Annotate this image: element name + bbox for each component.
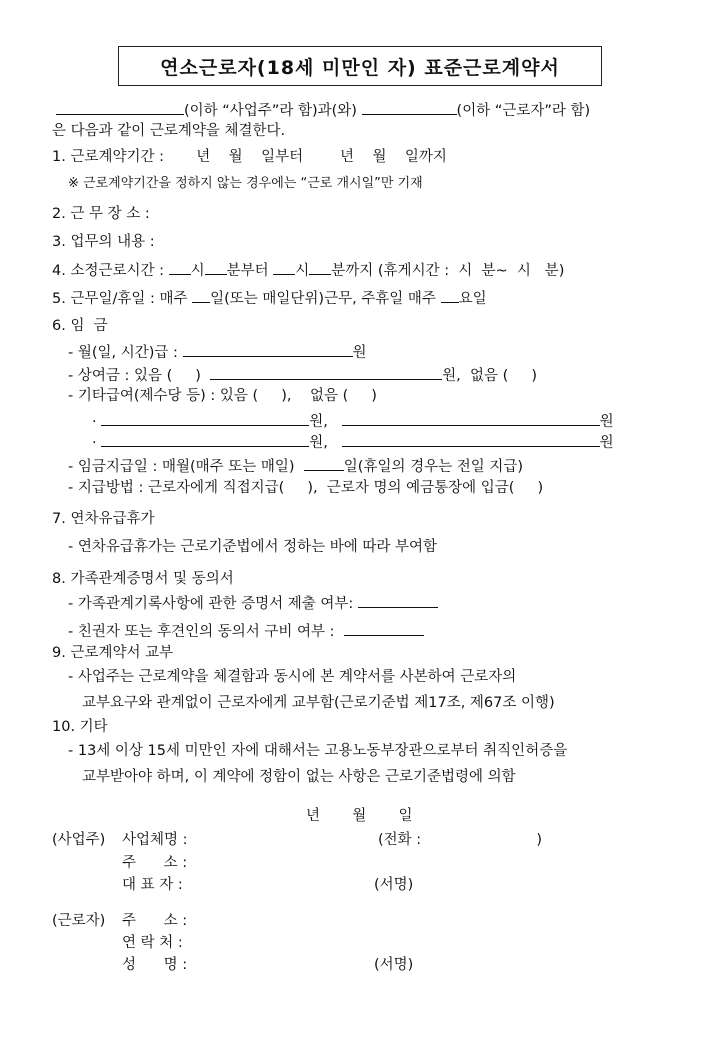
end-hour-blank[interactable] xyxy=(273,259,295,275)
item-annual-leave: 7. 연차유급휴가 xyxy=(52,511,155,527)
worker-signature[interactable]: (서명) xyxy=(374,957,414,973)
item-workdays: 5. 근무일/휴일 : 매주 일(또는 매일단위)근무, 주휴일 매주 요일 xyxy=(52,287,487,309)
end-minute-blank[interactable] xyxy=(309,259,331,275)
others-body-1: - 13세 이상 15세 미만인 자에 대해서는 고용노동부장관으로부터 취직인허증을 xyxy=(68,743,568,759)
bonus-line: - 상여금 : 있음 ( ) 원, 없음 ( ) xyxy=(68,364,537,386)
consent-blank[interactable] xyxy=(344,620,424,636)
start-minute-blank[interactable] xyxy=(205,259,227,275)
employer-name-blank[interactable] xyxy=(56,99,184,115)
contract-period-note: ※ 근로계약기간을 정하지 않는 경우에는 “근로 개시일”만 기재 xyxy=(68,176,423,191)
other-pay-blank[interactable] xyxy=(101,431,309,447)
payday-line: - 임금지급일 : 매월(매주 또는 매일) 일(휴일의 경우는 전일 지급) xyxy=(68,455,523,477)
monthly-wage-blank[interactable] xyxy=(183,341,353,357)
phone-label: (전화 : ) xyxy=(378,832,543,848)
worker-address-label: 주 소 : xyxy=(122,913,188,929)
item-wages: 6. 임 금 xyxy=(52,318,108,334)
payday-blank[interactable] xyxy=(304,455,344,471)
item-contract-period: 1. 근로계약기간 : 년 월 일부터 년 월 일까지 xyxy=(52,149,447,165)
family-certificate-line: - 가족관계기록사항에 관한 증명서 제출 여부: xyxy=(68,592,438,614)
worker-name-blank[interactable] xyxy=(362,99,457,115)
contract-delivery-body-2: 교부요구와 관계없이 근로자에게 교부함(근로기준법 제17조, 제67조 이행) xyxy=(82,695,555,711)
worker-label: (근로자) xyxy=(52,913,106,929)
workdays-blank[interactable] xyxy=(192,287,210,303)
payment-method-line: - 지급방법 : 근로자에게 직접지급( ), 근로자 명의 예금통장에 입금( ) xyxy=(68,480,544,496)
document-title: 연소근로자(18세 미만인 자) 표준근로계약서 xyxy=(118,46,602,86)
item-job-description: 3. 업무의 내용 : xyxy=(52,234,155,250)
contract-delivery-body-1: - 사업주는 근로계약을 체결함과 동시에 본 계약서를 사본하여 근로자의 xyxy=(68,669,517,685)
annual-leave-body: - 연차유급휴가는 근로기준법에서 정하는 바에 따라 부여함 xyxy=(68,539,438,555)
item-working-hours: 4. 소정근로시간 : 시 분부터 시 분까지 (휴게시간 : 시 분~ 시 분) xyxy=(52,259,564,281)
employer-label: (사업주) xyxy=(52,832,106,848)
others-body-2: 교부받아야 하며, 이 계약에 정함이 없는 사항은 근로기준법령에 의함 xyxy=(82,769,516,785)
representative-label: 대 표 자 : xyxy=(122,877,183,893)
other-pay-row-1: · 원, 원 xyxy=(92,410,614,432)
item-others: 10. 기타 xyxy=(52,719,108,735)
item-contract-delivery: 9. 근로계약서 교부 xyxy=(52,645,174,661)
worker-contact-label: 연 락 처 : xyxy=(122,935,183,951)
consent-line: - 친권자 또는 후견인의 동의서 구비 여부 : xyxy=(68,620,424,642)
signature-date: 년 월 일 xyxy=(306,808,413,824)
monthly-wage-line: - 월(일, 시간)급 : 원 xyxy=(68,341,367,363)
business-name-label: 사업체명 : xyxy=(122,832,188,848)
other-pay-line: - 기타급여(제수당 등) : 있음 ( ), 없음 ( ) xyxy=(68,388,377,404)
employer-signature[interactable]: (서명) xyxy=(374,877,414,893)
item-workplace: 2. 근 무 장 소 : xyxy=(52,206,150,222)
intro-line-2: 은 다음과 같이 근로계약을 체결한다. xyxy=(52,123,286,139)
other-pay-blank[interactable] xyxy=(342,431,600,447)
other-pay-row-2: · 원, 원 xyxy=(92,431,614,453)
bonus-amount-blank[interactable] xyxy=(210,364,442,380)
worker-name-label: 성 명 : xyxy=(122,957,188,973)
start-hour-blank[interactable] xyxy=(169,259,191,275)
intro-line-1: (이하 “사업주”라 함)과(와) (이하 “근로자”라 함) xyxy=(56,99,590,121)
employer-address-label: 주 소 : xyxy=(122,855,188,871)
certificate-submitted-blank[interactable] xyxy=(358,592,438,608)
other-pay-blank[interactable] xyxy=(101,410,309,426)
item-family-certificate: 8. 가족관계증명서 및 동의서 xyxy=(52,571,234,587)
weekly-holiday-blank[interactable] xyxy=(441,287,459,303)
other-pay-blank[interactable] xyxy=(342,410,600,426)
